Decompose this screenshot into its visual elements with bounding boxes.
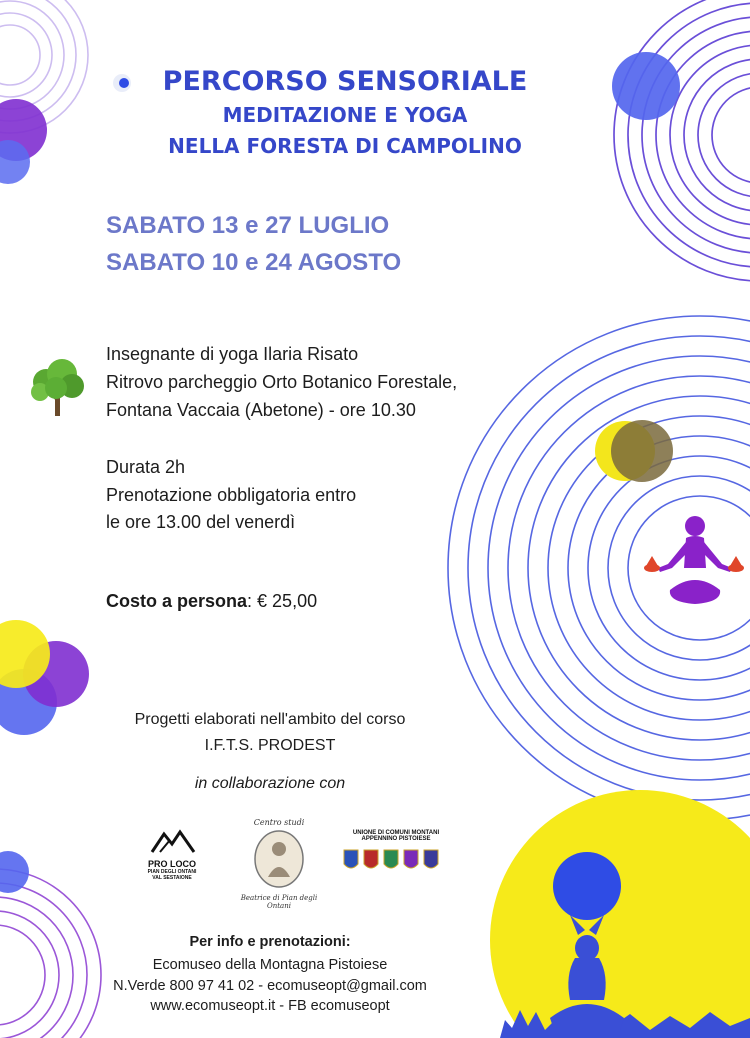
top-right-blue-dot xyxy=(612,52,680,120)
tree-icon xyxy=(28,356,88,418)
centro-studi-logo xyxy=(238,818,320,908)
meeting-line-1: Ritrovo parcheggio Orto Botanico Forestale, xyxy=(106,372,458,392)
proloco-sub1: PIAN DEGLI ONTANI xyxy=(147,869,197,875)
top-right-rings xyxy=(614,0,750,281)
proloco-logo xyxy=(140,828,204,884)
title-bullet-icon xyxy=(112,72,134,94)
info-line-2: N.Verde 800 97 41 02 - ecomuseopt@gmail.com xyxy=(113,978,427,994)
title-line-2: MEDITAZIONE E YOGA xyxy=(222,103,468,127)
olive-dot-mid xyxy=(611,420,673,482)
info-line-3: www.ecomuseopt.it - FB ecomuseopt xyxy=(150,998,390,1014)
projects-line-2: I.F.T.S. PRODEST xyxy=(204,737,336,754)
booking-line-1: Prenotazione obbligatoria entro xyxy=(106,485,357,505)
cost-value: : € 25,00 xyxy=(247,591,318,611)
centro-studi-top: Centro studi xyxy=(253,818,305,827)
teacher-text: Insegnante di yoga Ilaria Risato xyxy=(106,344,359,364)
unione-line-1: UNIONE DI COMUNI MONTANI xyxy=(352,830,440,836)
bottom-left-blue-dot xyxy=(0,851,29,893)
info-title: Per info e prenotazioni: xyxy=(189,934,351,950)
title-line-1: PERCORSO SENSORIALE xyxy=(162,66,528,97)
mountain-icon xyxy=(140,828,204,854)
coat-of-arms-icons xyxy=(340,846,452,878)
collaboration-text: in collaborazione con xyxy=(194,775,346,792)
proloco-name: PRO LOCO xyxy=(147,859,196,869)
portrait-oval-icon xyxy=(238,827,320,889)
unione-comuni-logo xyxy=(340,830,452,886)
proloco-sub2: VAL SESTAIONE xyxy=(152,875,192,881)
info-line-1: Ecomuseo della Montagna Pistoiese xyxy=(152,957,388,973)
cost-label: Costo a persona xyxy=(106,591,248,611)
duration-text: Durata 2h xyxy=(106,457,186,477)
date-july: SABATO 13 e 27 LUGLIO xyxy=(106,212,390,239)
booking-line-2: le ore 13.00 del venerdì xyxy=(106,512,296,532)
meeting-line-2: Fontana Vaccaia (Abetone) - ore 10.30 xyxy=(106,400,416,420)
cost-line xyxy=(106,591,317,612)
title-line-3: NELLA FORESTA DI CAMPOLINO xyxy=(168,134,522,158)
meditation-figure-icon xyxy=(640,512,748,608)
projects-line-1: Progetti elaborati nell'ambito del corso xyxy=(134,711,406,728)
centro-studi-bottom: Beatrice di Pian degli Ontani xyxy=(240,894,318,910)
bottom-right-blue-dot xyxy=(553,852,621,920)
unione-line-2: APPENNINO PISTOIESE xyxy=(361,836,431,842)
bottom-right-yellow-circle xyxy=(490,790,750,1038)
date-august: SABATO 10 e 24 AGOSTO xyxy=(106,249,402,276)
